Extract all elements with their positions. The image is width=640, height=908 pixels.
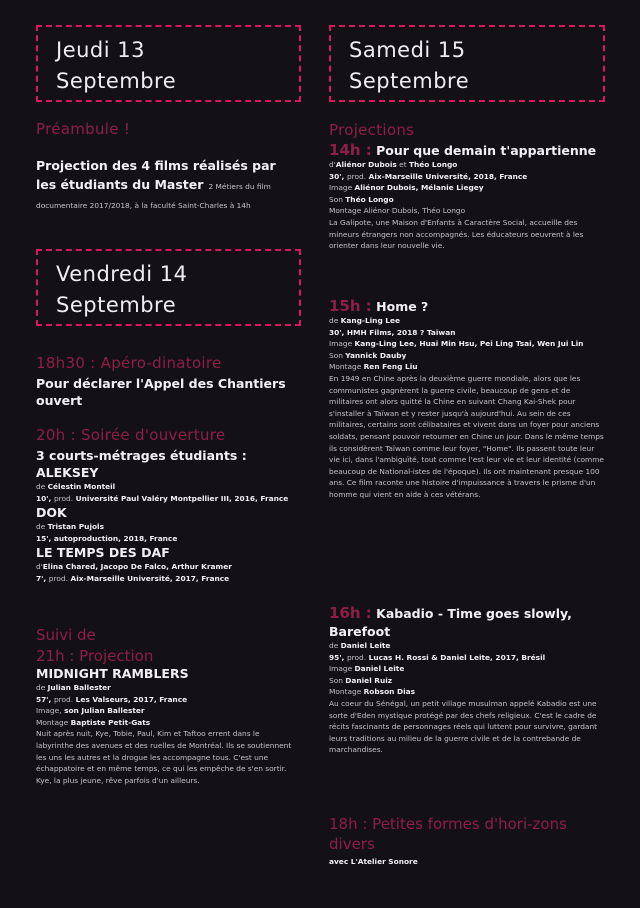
film-prod-label: prod. — [346, 171, 367, 181]
film-dok — [36, 505, 298, 544]
date-month: Septembre — [56, 293, 177, 317]
film-meta: 30', HMH Films, 2018 ? Taïwan — [329, 327, 456, 337]
soiree-time: 20h : Soirée d'ouverture — [36, 426, 226, 444]
film-director: Tristan Pujols — [47, 522, 104, 532]
film-prod-label: prod. — [53, 493, 74, 503]
montage-label: Montage — [329, 362, 362, 372]
film-by-prefix: de — [36, 482, 46, 491]
image-value: son Julian Ballester — [61, 706, 145, 716]
film-by-prefix: de — [329, 641, 339, 650]
image-value: Aliénor Dubois, Mélanie Liegey — [354, 183, 484, 193]
image-label: Image — [329, 664, 353, 674]
film-director-2: Théo Longo — [408, 160, 458, 169]
film-meta: Les Valseurs, 2017, France — [73, 694, 188, 704]
film-prod-label: prod. — [346, 652, 367, 662]
date-month: Septembre — [56, 69, 177, 93]
film-title: LE TEMPS DES DAF — [36, 545, 170, 561]
film-synopsis: La Galipote, une Maison d'Enfants à Caractère Social, accueille des mineurs étrangers non accompagnés. Les éducateurs oeuvrent à les orienter dans leur nouvelle vie. — [329, 217, 584, 251]
projections-heading: Projections — [329, 121, 415, 139]
closing-time: 18h : Petites formes d'hori-zons divers — [329, 815, 567, 853]
film-meta: Aix-Marseille Université, 2017, France — [67, 573, 230, 583]
film-by-prefix: d' — [36, 562, 43, 572]
apero-text: Pour déclarer l'Appel des Chantiers ouvert — [36, 376, 286, 408]
montage-value: Ren Feng Liu — [363, 362, 418, 372]
son-value: Daniel Ruiz — [345, 675, 393, 685]
montage-label: Montage — [329, 687, 362, 697]
closing-with — [329, 856, 418, 868]
courts-title: 3 courts-métrages étudiants : — [36, 448, 247, 463]
suivi-de: Suivi de — [36, 626, 96, 644]
film-duration: 7', — [36, 573, 49, 583]
image-label: Image — [329, 183, 353, 193]
date-day: Vendredi 14 — [56, 262, 188, 286]
film-director: Aliénor Dubois — [335, 160, 397, 169]
montage-line: Montage Aliénor Dubois, Théo Longo — [329, 206, 466, 216]
film-aleksey — [36, 465, 298, 504]
thursday-detail: 2 Métiers du film documentaire 2017/2018, à la faculté Saint-Charles à 14h — [36, 182, 271, 210]
film-title: ALEKSEY — [36, 465, 99, 480]
preambule-heading: Préambule ! — [36, 120, 131, 138]
film-director: Célestin Monteil — [47, 482, 116, 491]
film-pour-que-demain — [329, 142, 605, 252]
film-title: Kabadio - Time goes slowly, — [376, 606, 572, 621]
film-midnight-ramblers — [36, 666, 298, 786]
film-duration: 95', — [329, 652, 347, 662]
son-value: Théo Longo — [345, 194, 394, 204]
date-month: Septembre — [349, 69, 470, 93]
son-label: Son — [329, 675, 343, 685]
date-box-thursday — [36, 25, 301, 102]
film-duration: 30', — [329, 171, 347, 181]
film-by-et: et — [396, 160, 409, 169]
film-director: Daniel Leite — [340, 641, 391, 650]
apero-time: 18h30 : Apéro-dinatoire — [36, 354, 222, 372]
film-title-2: Barefoot — [329, 624, 391, 639]
montage-value: Robson Dias — [363, 687, 416, 697]
film-synopsis: Au coeur du Sénégal, un petit village musulman appelé Kabadio est une sorte d'Eden mystique protégé par des chefs religieux. C'est le cadre de récits fascinants de personnages réels qui luttent pour survivre, gardant leurs traditions au milieu de la guerre civile et de la contrebande de marchandises. — [329, 698, 598, 755]
film-time: 16h : — [329, 604, 372, 622]
image-label: Image, — [36, 706, 62, 716]
son-value: Yannick Dauby — [345, 350, 407, 360]
film-title: DOK — [36, 505, 67, 521]
date-day: Jeudi 13 — [56, 38, 145, 62]
film-title: Pour que demain t'appartienne — [376, 143, 597, 158]
film-prod-label: prod. — [53, 694, 74, 704]
film-director: Kang-Ling Lee — [340, 316, 401, 325]
film-time: 15h : — [329, 297, 372, 315]
image-label: Image — [329, 339, 353, 349]
film-meta: 15', autoproduction, 2018, France — [36, 533, 178, 543]
film-kabadio — [329, 603, 605, 756]
film-director: Elina Chared, Jacopo De Falco, Arthur Kramer — [42, 562, 232, 572]
film-by-prefix: d' — [329, 160, 336, 169]
son-label: Son — [329, 350, 343, 360]
image-value: Kang-Ling Lee, Huai Min Hsu, Pei Ling Tsai, Wen Jui Lin — [354, 339, 584, 349]
thursday-projection — [36, 155, 296, 212]
projection-time: 21h : Projection — [36, 647, 154, 665]
film-title: MIDNIGHT RAMBLERS — [36, 666, 189, 681]
film-meta: Université Paul Valéry Montpellier III, 2016, France — [73, 493, 289, 503]
film-time: 14h : — [329, 141, 372, 159]
film-synopsis: En 1949 en Chine après la deuxième guerre mondiale, alors que les communistes gagnèrent la guerre civile, beaucoup de gens et de militaires ont alors quitté la Chine en suivant Chang Kai-Shek pour s'installer à Taïwan et y rester jusqu'à aujourd'hui. Au sein de ces militaires, certains sont célibataires et vivent dans un foyer pour anciens soldats, pensant pouvoir retourner en Chine un jour. Dans le même temps ils considèrent Taïwan comme leur foyer, "Home". Ils passent toute leur vie ici, dans l'ambiguïté, tout comme l'est leur vie et leur identité (comme beaucoup de National-istes de l'époque). Ils ont maintenant presque 100 ans. Ce film raconte une histoire d'impuissance à travers le prisme d'un homme qui vient en aide à ces vétérans. — [329, 373, 604, 499]
film-by-prefix: de — [329, 316, 339, 325]
film-home — [329, 298, 605, 501]
date-box-saturday — [329, 25, 605, 102]
image-value: Daniel Leite — [354, 664, 405, 674]
film-duration: 57', — [36, 694, 54, 704]
film-le-temps-des-daf — [36, 545, 298, 584]
film-by-prefix: de — [36, 683, 46, 692]
film-prod-label: prod. — [48, 573, 68, 583]
film-title: Home ? — [376, 299, 429, 314]
film-meta: Aix-Marseille Université, 2018, France — [366, 171, 528, 181]
film-by-prefix: de — [36, 522, 46, 532]
son-label: Son — [329, 194, 343, 204]
thursday-title: Projection des 4 films réalisés par les étudiants du Master — [36, 158, 276, 192]
date-box-friday — [36, 249, 301, 326]
film-duration: 10', — [36, 493, 54, 503]
friday-films — [36, 465, 298, 585]
film-director: Julian Ballester — [47, 683, 111, 692]
montage-label: Montage — [36, 717, 69, 727]
closing-with-text: avec L'Atelier Sonore — [329, 857, 418, 866]
film-synopsis: Nuit après nuit, Kye, Tobie, Paul, Kim et Taftoo errent dans le labyrinthe des avenues et des ruelles de Montréal. Ils se soutiennent les uns les autres et la drogue les accompagne tous. C'est une échappatoire et en même temps, ce qui les empêche de s'en sortir. Kye, la plus jeune, rêve parfois d'un ailleurs. — [36, 729, 292, 785]
date-day: Samedi 15 — [349, 38, 466, 62]
film-meta: Lucas H. Rossi & Daniel Leite, 2017, Brésil — [366, 652, 546, 662]
montage-value: Baptiste Petit-Gats — [70, 717, 151, 727]
